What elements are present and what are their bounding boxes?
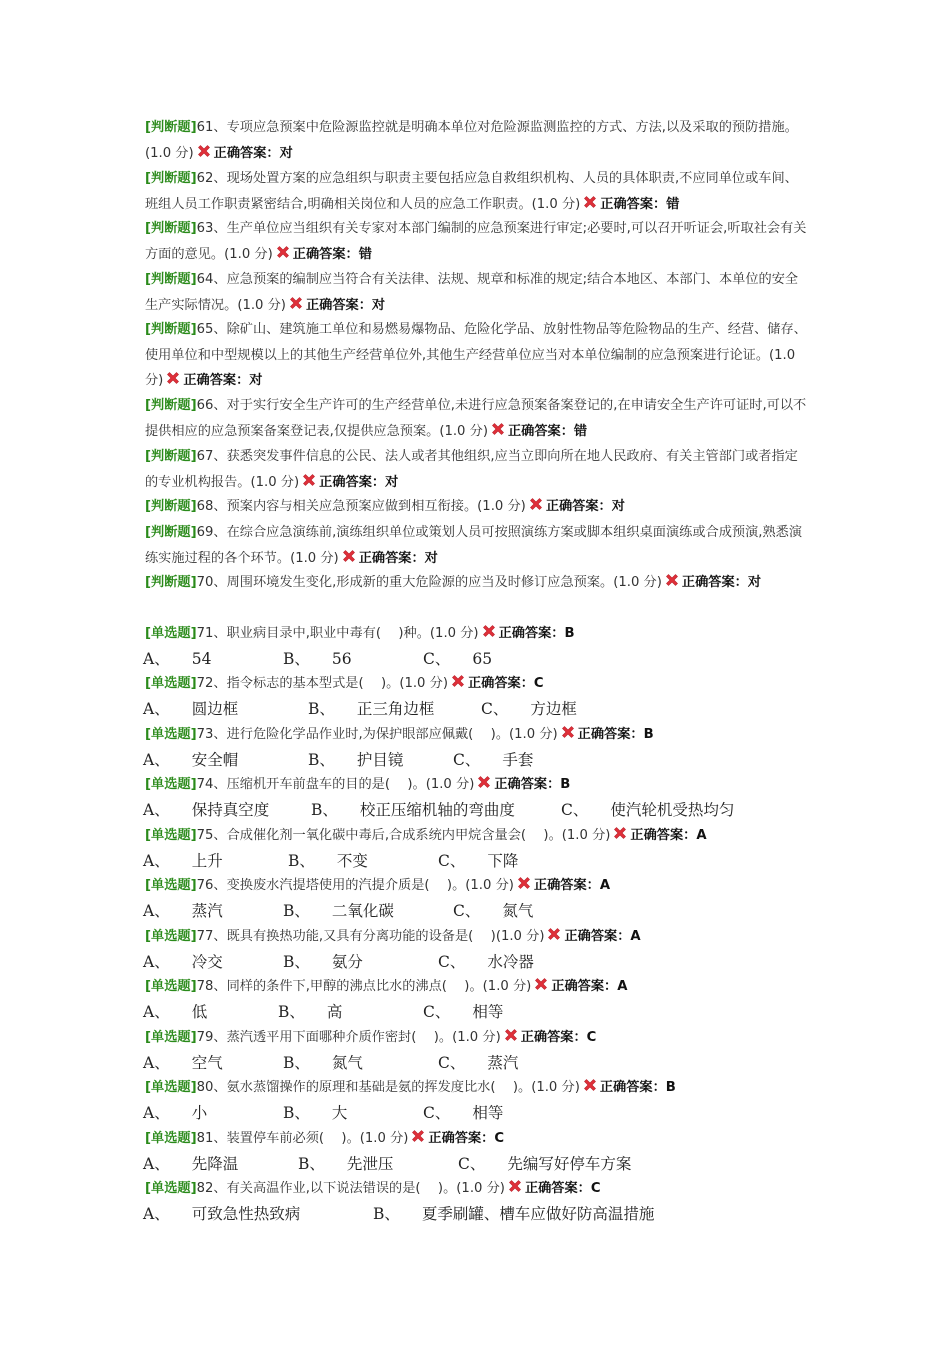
option-letter: B、 (308, 700, 335, 718)
answer-options (143, 1001, 783, 1025)
answer-option (481, 698, 577, 720)
option-letter: B、 (283, 902, 310, 920)
question-type-tag: [单选题] (145, 979, 197, 994)
answer-option (308, 749, 403, 771)
answer-options (143, 850, 783, 874)
answer-option (283, 900, 394, 922)
correct-answer-label: 正确答案： (183, 373, 250, 388)
question-text: 、在综合应急演练前,演练组织单位或策划人员可按照演练方案或脚本组织桌面演练或合成预演,熟悉演练实施过程的各个环节。 (145, 525, 803, 566)
answer-options (143, 1153, 783, 1177)
wrong-answer-x-icon (612, 825, 628, 841)
question-score: (1.0 分) (429, 626, 479, 641)
question-item (145, 1025, 810, 1051)
question-text: 、指令标志的基本型式是( )。 (213, 676, 400, 691)
question-item (145, 722, 810, 748)
answer-options (143, 698, 783, 722)
correct-answer-value: 错 (666, 196, 680, 212)
question-score: (1.0 分) (359, 1131, 409, 1146)
answer-options (143, 1052, 783, 1076)
option-text: 低 (191, 1003, 208, 1021)
answer-option (143, 1153, 238, 1175)
question-number: 65 (196, 322, 214, 337)
question-type-tag: [判断题] (145, 171, 197, 186)
question-number: 78 (196, 979, 214, 994)
option-text: 正三角边框 (356, 700, 435, 718)
question-score: (1.0 分) (477, 499, 526, 514)
option-text: 下降 (487, 852, 519, 870)
answer-option (308, 698, 434, 720)
option-letter: C、 (423, 1104, 451, 1122)
question-item (145, 823, 810, 849)
option-text: 护目镜 (356, 751, 404, 769)
option-letter: B、 (283, 1104, 310, 1122)
question-type-tag: [判断题] (145, 449, 197, 464)
option-text: 先降温 (191, 1155, 239, 1173)
answer-option (283, 648, 352, 670)
question-type-tag: [单选题] (145, 929, 197, 944)
answer-option (438, 850, 518, 872)
option-text: 校正压缩机轴的弯曲度 (359, 801, 515, 819)
question-score: (1.0 分) (495, 929, 545, 944)
wrong-answer-x-icon (503, 1027, 519, 1043)
question-text: 、生产单位应当组织有关专家对本部门编制的应急预案进行审定;必要时,可以召开听证会,听取社会有关方面的意见。 (145, 221, 807, 262)
question-text: 、压缩机开车前盘车的目的是( )。 (213, 777, 426, 792)
option-text: 夏季刷罐、槽车应做好防高温措施 (421, 1205, 655, 1223)
question-type-tag: [单选题] (145, 676, 197, 691)
question-text: 、除矿山、建筑施工单位和易燃易爆物品、危险化学品、放射性物品等危险物品的生产、经营、储存、使用单位和中型规模以上的其他生产经营单位外,其他生产经营单位应当对本单位编制的应急预案进行论证。 (145, 322, 807, 363)
question-number: 67 (196, 449, 214, 464)
correct-answer-value: 对 (747, 575, 762, 590)
option-text: 使汽轮机受热均匀 (610, 801, 735, 819)
question-item (145, 267, 810, 318)
question-score: (1.0 分) (145, 347, 796, 388)
correct-answer-label: 正确答案： (681, 575, 748, 590)
wrong-answer-x-icon (490, 421, 506, 437)
option-letter: C、 (561, 801, 589, 819)
wrong-answer-x-icon (341, 548, 357, 564)
question-text: 、氨水蒸馏操作的原理和基础是氨的挥发度比水( )。 (213, 1080, 532, 1095)
answer-option (298, 1153, 393, 1175)
wrong-answer-x-icon (450, 673, 466, 689)
question-type-tag: [单选题] (145, 727, 197, 742)
correct-answer-label: 正确答案： (507, 423, 574, 439)
question-text: 、预案内容与相关应急预案应做到相互衔接。 (213, 499, 478, 514)
question-item (145, 444, 810, 495)
question-score: (1.0 分) (250, 474, 300, 490)
answer-option (143, 1102, 207, 1124)
question-text: 、应急预案的编制应当符合有关法律、法规、规章和标准的规定;结合本地区、本部门、本单位的安全生产实际情况。 (145, 272, 799, 313)
answer-option (143, 1203, 300, 1225)
question-score: (1.0 分) (482, 979, 532, 994)
option-letter: B、 (373, 1205, 400, 1223)
correct-answer-label: 正确答案： (358, 550, 425, 566)
answer-option (143, 1052, 223, 1074)
option-letter: C、 (453, 751, 481, 769)
correct-answer-value: C (586, 1030, 597, 1045)
correct-answer-label: 正确答案： (305, 297, 372, 313)
question-number: 73 (196, 727, 214, 742)
correct-answer-label: 正确答案： (533, 878, 600, 893)
answer-options (143, 799, 783, 823)
option-letter: B、 (283, 650, 310, 668)
correct-answer-value: 对 (385, 474, 399, 490)
wrong-answer-x-icon (546, 926, 562, 942)
question-number: 69 (196, 525, 214, 540)
option-letter: C、 (423, 650, 451, 668)
wrong-answer-x-icon (476, 774, 492, 790)
option-text: 蒸汽 (191, 902, 223, 920)
answer-option (373, 1203, 654, 1225)
question-text: 、装置停车前必须( )。 (213, 1131, 360, 1146)
question-type-tag: [单选题] (145, 878, 197, 893)
option-letter: C、 (438, 1054, 466, 1072)
question-type-tag: [判断题] (145, 322, 197, 337)
question-text: 、既具有换热功能,又具有分离功能的设备是( ) (213, 929, 496, 944)
question-number: 74 (196, 777, 214, 792)
correct-answer-label: 正确答案： (551, 979, 618, 994)
correct-answer-label: 正确答案： (213, 145, 280, 161)
question-number: 82 (196, 1181, 214, 1196)
answer-option (143, 749, 238, 771)
wrong-answer-x-icon (528, 496, 544, 512)
option-letter: C、 (458, 1155, 486, 1173)
question-type-tag: [单选题] (145, 626, 197, 641)
option-text: 不变 (336, 852, 368, 870)
option-letter: A、 (143, 852, 170, 870)
option-text: 二氧化碳 (331, 902, 394, 920)
option-letter: B、 (288, 852, 315, 870)
question-score: (1.0 分) (399, 676, 448, 691)
question-item (145, 671, 810, 697)
question-text: 、现场处置方案的应急组织与职责主要包括应急自救组织机构、人员的具体职责,不应同单位或车间、班组人员工作职责紧密结合,明确相关岗位和人员的应急工作职责。 (145, 171, 798, 212)
option-letter: A、 (143, 700, 170, 718)
answer-option (143, 951, 223, 973)
wrong-answer-x-icon (560, 724, 576, 740)
option-letter: A、 (143, 902, 170, 920)
correct-answer-value: 对 (424, 550, 438, 566)
answer-options (143, 749, 783, 773)
question-score: (1.0 分) (465, 878, 514, 893)
question-text: 、获悉突发事件信息的公民、法人或者其他组织,应当立即向所在地人民政府、有关主管部门或者指定的专业机构报告。 (145, 449, 798, 490)
question-number: 63 (196, 221, 214, 236)
answer-option (143, 648, 211, 670)
answer-option (423, 1001, 503, 1023)
correct-answer-value: B (564, 626, 575, 641)
question-number: 70 (196, 575, 214, 590)
correct-answer-value: 对 (249, 373, 263, 388)
answer-options (143, 1203, 783, 1227)
question-score: (1.0 分) (237, 297, 286, 313)
option-text: 保持真空度 (191, 801, 270, 819)
question-item (145, 974, 810, 1000)
question-item (145, 1075, 810, 1101)
question-text: 、同样的条件下,甲醇的沸点比水的沸点( )。 (213, 979, 483, 994)
answer-option (458, 1153, 631, 1175)
option-text: 手套 (502, 751, 534, 769)
answer-options (143, 1102, 783, 1126)
wrong-answer-x-icon (165, 370, 181, 386)
option-letter: B、 (308, 751, 335, 769)
option-text: 相等 (472, 1104, 504, 1122)
option-text: 可致急性热致病 (191, 1205, 301, 1223)
answer-option (453, 900, 533, 922)
answer-option (423, 1102, 503, 1124)
answer-option (561, 799, 734, 821)
answer-option (311, 799, 515, 821)
question-type-tag: [单选题] (145, 1030, 197, 1045)
question-score: (1.0 分) (531, 1080, 580, 1095)
question-number: 80 (196, 1080, 214, 1095)
correct-answer-label: 正确答案： (292, 246, 359, 262)
question-item (145, 570, 810, 596)
option-letter: A、 (143, 1104, 170, 1122)
wrong-answer-x-icon (288, 295, 304, 311)
question-type-tag: [单选题] (145, 1181, 197, 1196)
option-text: 先编写好停车方案 (507, 1155, 632, 1173)
option-letter: A、 (143, 953, 170, 971)
question-number: 62 (196, 171, 214, 186)
option-text: 方边框 (530, 700, 577, 718)
question-text: 、有关高温作业,以下说法错误的是( )。 (213, 1181, 457, 1196)
answer-options (143, 951, 783, 975)
option-text: 蒸汽 (487, 1054, 519, 1072)
answer-option (143, 698, 238, 720)
correct-answer-label: 正确答案： (524, 1181, 591, 1196)
question-number: 64 (196, 272, 214, 287)
option-text: 54 (191, 650, 212, 668)
option-letter: A、 (143, 1054, 170, 1072)
question-number: 75 (196, 828, 214, 843)
correct-answer-value: B (665, 1080, 676, 1095)
answer-option (283, 951, 363, 973)
answer-option (143, 799, 269, 821)
wrong-answer-x-icon (582, 1077, 598, 1093)
question-score: (1.0 分) (509, 727, 558, 742)
question-item (145, 115, 810, 166)
option-letter: C、 (438, 953, 466, 971)
option-letter: C、 (423, 1003, 451, 1021)
question-item (145, 520, 810, 571)
option-letter: B、 (278, 1003, 305, 1021)
option-text: 圆边框 (191, 700, 239, 718)
question-score: (1.0 分) (561, 828, 611, 843)
question-score: (1.0 分) (145, 145, 194, 161)
question-type-tag: [判断题] (145, 575, 197, 590)
option-text: 小 (191, 1104, 208, 1122)
answer-option (453, 749, 533, 771)
option-letter: B、 (283, 953, 310, 971)
answer-option (438, 1052, 518, 1074)
option-text: 氮气 (331, 1054, 363, 1072)
question-text: 、变换废水汽提塔使用的汽提介质是( )。 (213, 878, 466, 893)
question-type-tag: [判断题] (145, 120, 197, 135)
correct-answer-value: 错 (573, 423, 588, 439)
option-text: 先泄压 (346, 1155, 394, 1173)
question-text: 、进行危险化学品作业时,为保护眼部应佩戴( )。 (213, 727, 510, 742)
option-text: 相等 (472, 1003, 504, 1021)
answer-options (143, 648, 783, 672)
wrong-answer-x-icon (533, 976, 549, 992)
correct-answer-value: B (643, 727, 654, 742)
question-number: 72 (196, 676, 214, 691)
question-type-tag: [单选题] (145, 777, 197, 792)
question-number: 66 (196, 398, 214, 413)
question-number: 68 (196, 499, 214, 514)
question-number: 61 (196, 120, 214, 135)
correct-answer-value: A (630, 929, 641, 944)
question-number: 79 (196, 1030, 214, 1045)
question-text: 、专项应急预案中危险源监控就是明确本单位对危险源监测监控的方式、方法,以及采取的预防措施。 (213, 120, 798, 135)
question-text: 、蒸汽透平用下面哪种介质作密封( )。 (213, 1030, 453, 1045)
wrong-answer-x-icon (507, 1178, 523, 1194)
wrong-answer-x-icon (481, 623, 497, 639)
question-score: (1.0 分) (425, 777, 475, 792)
option-text: 冷交 (191, 953, 223, 971)
question-score: (1.0 分) (531, 196, 581, 212)
option-letter: A、 (143, 1205, 170, 1223)
answer-option (143, 850, 223, 872)
option-text: 65 (472, 650, 493, 668)
option-letter: A、 (143, 801, 170, 819)
correct-answer-value: 对 (611, 499, 625, 514)
correct-answer-label: 正确答案： (467, 676, 534, 691)
option-letter: C、 (481, 700, 509, 718)
correct-answer-label: 正确答案： (494, 777, 561, 792)
question-type-tag: [单选题] (145, 1131, 197, 1146)
question-score: (1.0 分) (613, 575, 662, 590)
question-number: 81 (196, 1131, 214, 1146)
wrong-answer-x-icon (301, 472, 317, 488)
question-type-tag: [判断题] (145, 398, 197, 413)
question-item (145, 166, 810, 217)
option-letter: A、 (143, 1155, 170, 1173)
option-text: 上升 (191, 852, 223, 870)
question-score: (1.0 分) (439, 423, 488, 439)
option-letter: B、 (298, 1155, 325, 1173)
correct-answer-label: 正确答案： (630, 828, 697, 843)
correct-answer-label: 正确答案： (564, 929, 631, 944)
correct-answer-value: A (696, 828, 707, 843)
correct-answer-value: C (494, 1131, 505, 1146)
question-item (145, 924, 810, 950)
question-item (145, 393, 810, 444)
correct-answer-label: 正确答案： (599, 1080, 666, 1095)
answer-option (283, 1102, 347, 1124)
question-item (145, 772, 810, 798)
wrong-answer-x-icon (664, 572, 680, 588)
question-item (145, 317, 810, 394)
correct-answer-label: 正确答案： (520, 1030, 587, 1045)
answer-option (423, 648, 492, 670)
question-score: (1.0 分) (224, 246, 273, 262)
answer-option (143, 1001, 207, 1023)
option-letter: C、 (438, 852, 466, 870)
question-item (145, 873, 810, 899)
option-letter: B、 (311, 801, 338, 819)
option-letter: B、 (283, 1054, 310, 1072)
correct-answer-label: 正确答案： (600, 196, 667, 212)
answer-option (283, 1052, 363, 1074)
wrong-answer-x-icon (582, 194, 598, 210)
question-type-tag: [判断题] (145, 499, 197, 514)
answer-options (143, 900, 783, 924)
option-text: 水冷器 (487, 953, 534, 971)
question-text: 、职业病目录中,职业中毒有( )种。 (213, 626, 430, 641)
correct-answer-label: 正确答案： (428, 1131, 495, 1146)
question-type-tag: [判断题] (145, 525, 197, 540)
option-letter: A、 (143, 650, 170, 668)
correct-answer-value: 对 (371, 297, 386, 313)
question-score: (1.0 分) (452, 1030, 501, 1045)
question-score: (1.0 分) (290, 550, 339, 566)
option-letter: C、 (453, 902, 481, 920)
question-item (145, 1126, 810, 1152)
option-letter: A、 (143, 1003, 170, 1021)
wrong-answer-x-icon (196, 143, 212, 159)
correct-answer-label: 正确答案： (545, 499, 612, 514)
answer-option (143, 900, 223, 922)
question-item (145, 216, 810, 267)
answer-option (278, 1001, 342, 1023)
option-text: 氨分 (331, 953, 363, 971)
question-number: 77 (196, 929, 214, 944)
question-number: 76 (196, 878, 214, 893)
question-item (145, 494, 810, 520)
correct-answer-value: B (560, 777, 571, 792)
question-text: 、对于实行安全生产许可的生产经营单位,未进行应急预案备案登记的,在申请安全生产许可证时,可以不提供相应的应急预案备案登记表,仅提供应急预案。 (145, 398, 807, 439)
option-text: 高 (326, 1003, 343, 1021)
question-type-tag: [判断题] (145, 221, 197, 236)
question-number: 71 (196, 626, 214, 641)
correct-answer-value: C (533, 676, 544, 691)
correct-answer-label: 正确答案： (319, 474, 386, 490)
correct-answer-value: A (599, 878, 611, 893)
correct-answer-value: C (590, 1181, 601, 1196)
answer-option (438, 951, 534, 973)
question-item (145, 1176, 810, 1202)
wrong-answer-x-icon (516, 875, 532, 891)
option-letter: A、 (143, 751, 170, 769)
question-type-tag: [单选题] (145, 828, 197, 843)
option-text: 氮气 (502, 902, 534, 920)
correct-answer-value: A (617, 979, 628, 994)
question-score: (1.0 分) (456, 1181, 505, 1196)
correct-answer-label: 正确答案： (577, 727, 644, 742)
answer-option (288, 850, 368, 872)
correct-answer-label: 正确答案： (498, 626, 565, 641)
option-text: 56 (331, 650, 352, 668)
option-text: 安全帽 (191, 751, 239, 769)
option-text: 大 (331, 1104, 348, 1122)
wrong-answer-x-icon (410, 1128, 426, 1144)
option-text: 空气 (191, 1054, 223, 1072)
question-text: 、合成催化剂一氧化碳中毒后,合成系统内甲烷含量会( )。 (213, 828, 562, 843)
correct-answer-value: 错 (358, 246, 372, 262)
correct-answer-value: 对 (279, 145, 293, 161)
question-type-tag: [单选题] (145, 1080, 197, 1095)
question-text: 、周围环境发生变化,形成新的重大危险源的应当及时修订应急预案。 (213, 575, 614, 590)
question-item (145, 621, 810, 647)
wrong-answer-x-icon (275, 244, 291, 260)
question-type-tag: [判断题] (145, 272, 197, 287)
